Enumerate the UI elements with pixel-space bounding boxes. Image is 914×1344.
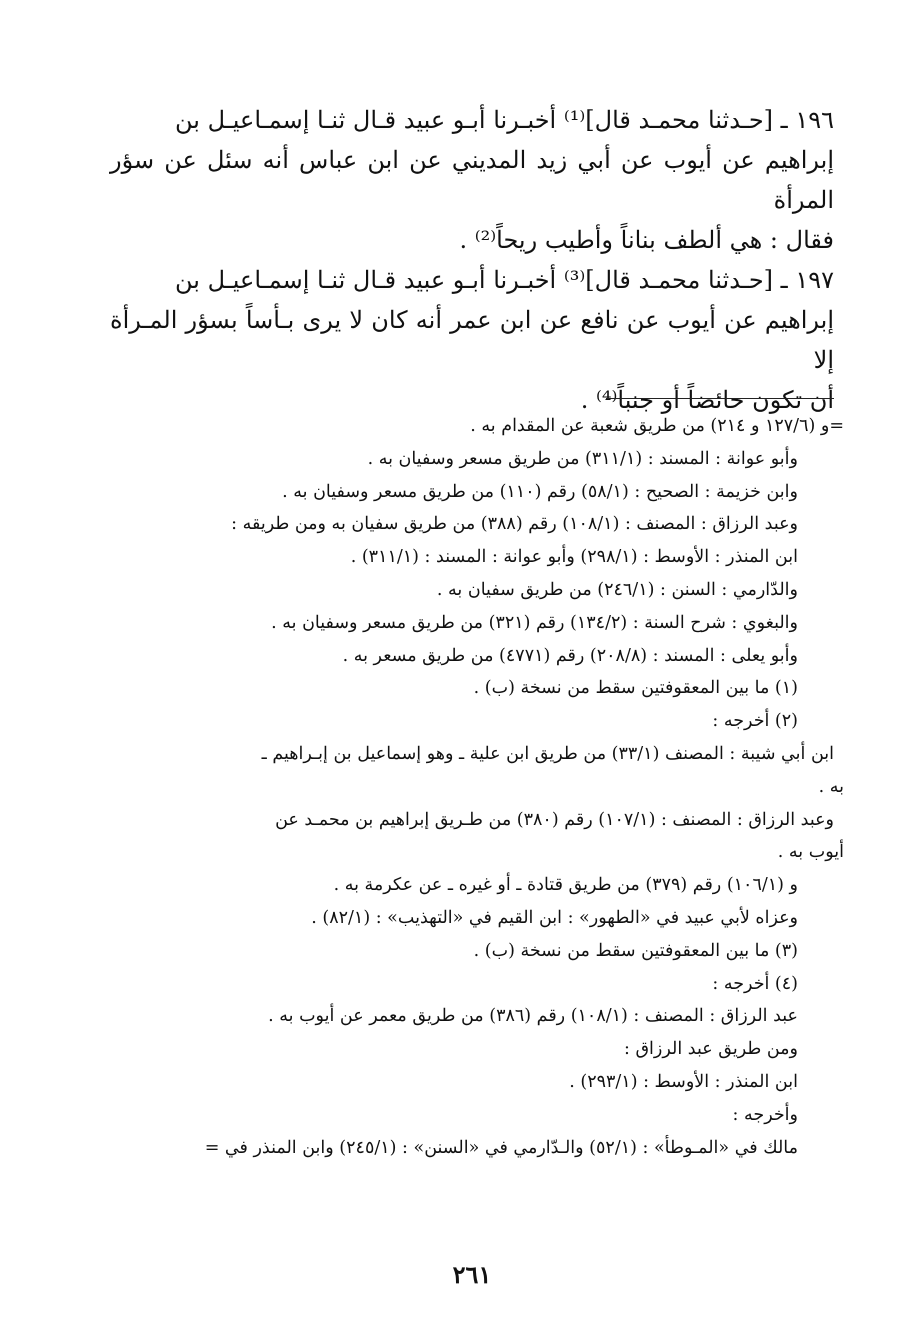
footnote-line: وعبد الرزاق : المصنف : (١٠٧/١) رقم (٣٨٠) من طـريق إبراهيم بن محمـد عن — [275, 809, 834, 830]
text-line: إبراهيم عن أيوب عن نافع عن ابن عمر أنه كان لا يرى بـأساً بسؤر المـرأة إلا — [110, 306, 834, 374]
footnote-line: و (١٠٦/١) رقم (٣٧٩) من طريق قتادة ـ أو غيره ـ عن عكرمة به . — [333, 875, 798, 896]
footnote-line: وأبو يعلى : المسند : (٢٠٨/٨) رقم (٤٧٧١) من طريق مسعر به . — [342, 645, 798, 666]
text-line: ١٩٦ ـ [حـدثنا محمـد قال]⁽¹⁾ أخبـرنا أبـو عبيد قـال ثنـا إسمـاعيـل بن — [175, 106, 834, 134]
footnote-line: ابن أبي شيبة : المصنف (٣٣/١) من طريق ابن علية ـ وهو إسماعيل بن إبـراهيم ـ — [261, 743, 834, 764]
footnote-line: وابن خزيمة : الصحيح : (٥٨/١) رقم (١١٠) من طريق مسعر وسفيان به . — [282, 481, 798, 502]
text-line: إبراهيم عن أيوب عن أبي زيد المديني عن ابن عباس أنه سئل عن سؤر المرأة — [110, 146, 834, 214]
footnote-line: وعزاه لأبي عبيد في «الطهور» : ابن القيم في «التهذيب» : (٨٢/١) . — [311, 907, 798, 928]
footnote-line: ومن طريق عبد الرزاق : — [624, 1039, 798, 1060]
footnote-line: وعبد الرزاق : المصنف : (١٠٨/١) رقم (٣٨٨) من طريق سفيان به ومن طريقه : — [231, 514, 798, 535]
footnote-line: عبد الرزاق : المصنف : (١٠٨/١) رقم (٣٨٦) من طريق معمر عن أيوب به . — [268, 1006, 798, 1027]
footnote-3: (٣) ما بين المعقوفتين سقط من نسخة (ب) . — [473, 940, 798, 961]
footnote-line: أيوب به . — [777, 842, 844, 863]
footnote-line: والدّارمي : السنن : (٢٤٦/١) من طريق سفيان به . — [436, 579, 798, 600]
footnote-line: وأبو عوانة : المسند : (٣١١/١) من طريق مسعر وسفيان به . — [367, 448, 798, 469]
hadith-196 — [110, 100, 834, 260]
footnotes — [110, 410, 844, 1164]
footnote-1: (١) ما بين المعقوفتين سقط من نسخة (ب) . — [473, 678, 798, 699]
footnote-line: ابن المنذر : الأوسط : (٢٩٨/١) وأبو عوانة : المسند : (٣١١/١) . — [350, 547, 798, 568]
footnote-4: (٤) أخرجه : — [712, 973, 798, 994]
book-page — [110, 100, 844, 1344]
footnote-line: به . — [818, 776, 844, 797]
text-line: فقال : هي ألطف بناناً وأطيب ريحاً⁽²⁾ . — [459, 226, 834, 254]
main-text — [110, 100, 834, 420]
footnote-divider — [606, 398, 834, 399]
footnote-2: (٢) أخرجه : — [712, 711, 798, 732]
footnote-line: والبغوي : شرح السنة : (١٣٤/٢) رقم (٣٢١) من طريق مسعر وسفيان به . — [271, 612, 798, 633]
footnote-line: مالك في «المـوطأ» : (٥٢/١) والـدّارمي في «السنن» : (٢٤٥/١) وابن المنذر في = — [204, 1137, 798, 1158]
page-number: ٢٦١ — [452, 1260, 492, 1289]
text-line: أن تكون حائضاً أو جنباً⁽⁴⁾ . — [580, 386, 834, 414]
text-line: ١٩٧ ـ [حـدثنا محمـد قال]⁽³⁾ أخبـرنا أبـو عبيد قـال ثنـا إسمـاعيـل بن — [175, 266, 834, 294]
footnote-line: ابن المنذر : الأوسط : (٢٩٣/١) . — [569, 1071, 798, 1092]
footnote-line: =و (١٢٧/٦ و ٢١٤) من طريق شعبة عن المقدام به . — [470, 416, 844, 436]
footnote-line: وأخرجه : — [732, 1104, 798, 1125]
hadith-197 — [110, 260, 834, 420]
